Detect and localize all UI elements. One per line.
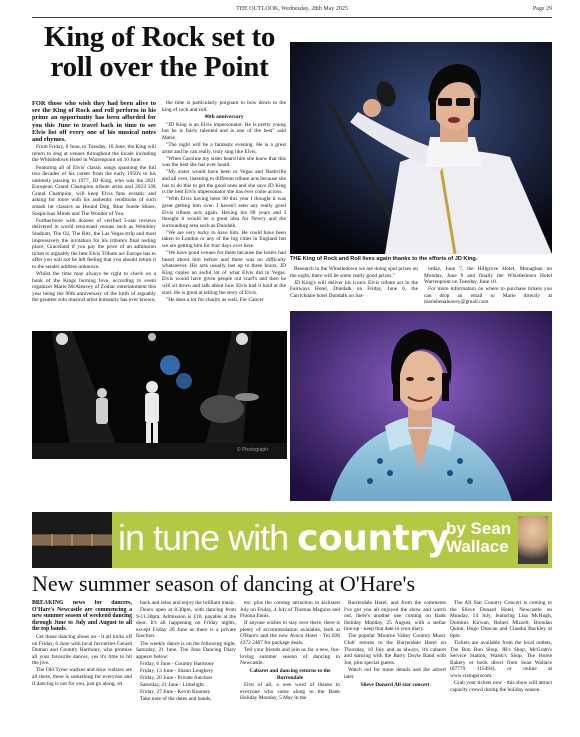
article1-column-4 xyxy=(424,266,552,310)
article1-paragraph: Featuring all of Elvis' classic songs spanning the full two decades of his career from the early 1950's to his untimely passing in 1977, JD King, who was the 2021 European Grand Champion tribute artist and 2023 UK Grand Champion, will keep Elvis fans ecstatic and asking for more with his authentic renditions of such smash hit classics as Hound Dog, Blue Suede Shoes, Suspicious Minds and The Wonder of You. xyxy=(32,164,156,217)
author-avatar xyxy=(518,516,548,564)
guitar-image xyxy=(32,512,112,568)
article1-paragraph: "My sister would have been to Vegas and Nashville and all over, listening to different tribute acts because she has to do this to get the good ones and she says JD King is the best Elvis impersonator she has ever come across. xyxy=(162,169,286,196)
masthead-title: THE OUTLOOK, Wednesday, 28th May 2025 xyxy=(236,6,348,12)
article1-paragraph: urday, June 7, the Hillgrove Hotel, Monaghan on Monday, June 9 and finally the Whistledown Hotel Warrenpoint on Tuesday, June 10. xyxy=(424,266,552,286)
article1-paragraph: "JD King is an Elvis impersonator. He is pretty young but he is fairly talented and is one of the best" said Marie. xyxy=(162,121,286,141)
article1-paragraph: the time is particularly poignant to bow down to the king of rock and roll. xyxy=(162,100,286,113)
article2-paragraph: The popular 'Mourne Valley Country Music Club' returns to the Burrendale Hotel on Thursday, 10 July and as always, it's cabaret and dancing with the Barry Doyle Band with Joe, plus special guests. xyxy=(344,633,446,666)
article1-paragraph: Furthermore with dozens of verified 5-star reviews delivered in world renowned venues such as Wembley Stadium, The O2, The Ritz, the Las Vegas strip and most impressively the invitation for his tribute's final resting place, Graceland if you pay the price of an admission ticket to arguably the best Elvis Tribute act Europe has to offer you will not be left feeling that you should return it to the sender address unknown. xyxy=(32,217,156,270)
article2-paragraph: Tell your friends and join us for a new, fun-loving summer season of dancing in Newcastle. xyxy=(240,647,340,667)
article1-headline: King of Rock set to roll over the Point xyxy=(43,21,276,83)
article2-paragraph: Doors open at 8.30pm, with dancing from 9-11.30pm. Admission is £10, payable at the door. It's all happening on Friday nights, except Friday 20 June as there is a private function. xyxy=(136,607,236,640)
diary-entry: Friday, 6 June - Country Harmony xyxy=(140,660,215,667)
article1-column-3 xyxy=(290,266,418,310)
article1-subhead: 90th anniversary xyxy=(204,114,244,121)
banner-prefix: in tune with xyxy=(118,517,298,558)
article2-paragraph: back and relax and enjoy the brilliant music. xyxy=(140,600,236,606)
article1-paragraph: Whilst the time may always be right to check on a hunk of the Kings burning love, according to event organizer Marie McAleavey of Zodiac entertainment this year being the 90th anniversary of the birth of arguably the greatest solo musical artist humanity has ever known, xyxy=(32,271,156,304)
article1-lead: FOR those who wish they had been alive to see the King of Rock and roll perform in his prime an opportunity has been afforded for you this June to travel back in time to see Elvis list off every one of his musical notes and rhymes. xyxy=(32,100,156,144)
banner-byline xyxy=(446,520,511,556)
stage-illustration xyxy=(32,331,287,459)
article2-paragraph: The Old Tyme waltzes and slow waltzes are all there, there is something for everyone and if dancing is not for you, just go along, sit xyxy=(32,667,132,687)
page-number: Page 29 xyxy=(532,6,552,12)
article2-paragraph: First of all, a wee word of thanks to everyone who came along to the Bank Holiday Monday, 5 May in the xyxy=(240,682,340,702)
article1-paragraph: "He does a lot for charity as well. For Cancer xyxy=(166,296,264,303)
masthead-divider xyxy=(32,17,552,18)
stage-performance-photo xyxy=(32,331,287,459)
article1-paragraph: From Friday, 6 June, to Tuesday, 10 June, the King will return to sing at venues throughout the locale including the Whistledown Hotel in Warrenpoint on 10 June. xyxy=(32,144,156,164)
article1-paragraph: "When Caroline my sister heard him she knew that this was the best she has ever heard. xyxy=(162,155,286,169)
article1-paragraph: JD King's will deliver his iconic Elvis tribute act in the Fairways Hotel, Dundalk on Friday, June 6, the Carrickdale hotel Dundalk on Sat- xyxy=(290,279,418,299)
article2-paragraph: The All Star Country Concert is coming to the Slieve Donard Hotel, Newcastle on Monday, 14 July, featuring Lisa McHugh, Dominic Kirwan, Robert Mizzell, Brendan Quinn, Hugo Duncan and Claudia Buckley at 8pm. xyxy=(450,600,552,639)
article2-column-5 xyxy=(450,600,552,732)
diary-entry: Friday, 27 June - Kevin Kearney xyxy=(140,689,211,696)
elvis-portrait-photo xyxy=(290,311,552,501)
article2-headline: New summer season of dancing at O'Hare's xyxy=(32,571,416,596)
banner-author: Wallace xyxy=(446,537,509,556)
guitar-illustration xyxy=(32,512,112,568)
article2-paragraph: Grab your tickets now - this show will attract capacity crowd during the holiday season. xyxy=(450,680,552,693)
article2-paragraph: Burrendale Hotel, and from the comments I've got you all enjoyed the show and watch out, there's another one coming on Bank Holiday Monday, 25 August, with a stellar line-up - keep that date in your diary. xyxy=(344,600,446,633)
article1-paragraph: "We are very lucky to have him. He could have been taken to London or any of the big cities in England but we are getting him for four days over here. xyxy=(162,229,286,249)
article1-paragraph: For more information on where to purchase tickets you can drop an email to Marie directly at mariebenaleavey@gmail.com xyxy=(424,286,552,306)
article2-column-2 xyxy=(136,600,236,732)
elvis-singing-photo xyxy=(290,42,552,254)
article2-subhead: Cabaret and dancing returns to the Burrendale xyxy=(249,667,331,681)
banner-word: country xyxy=(297,518,450,559)
article2-paragraph: etc. plus the coming attraction to kickstart July on Friday, 4 July.of Thomas Maguire and Fhiona Ennis. xyxy=(240,600,340,620)
photo-caption: THE King of Rock and Roll lives again thanks to the efforts of JD King. xyxy=(290,256,478,262)
article2-section-heading: Slieve Donard All star concert xyxy=(360,682,430,689)
article1-column-2 xyxy=(162,100,286,330)
article2-column-4 xyxy=(344,600,446,732)
article1-paragraph: "The night will be a fantastic evening. He is a great artist and he can really, truly sing like Elvis. xyxy=(162,142,286,155)
article2-paragraph: Tickets are available from the local outlets, The Bon Bon Shop, JR's Shop, McGrath's Service Station, Walsh's Shop, The Home Bakery or book direct from Sean Wallace (07779 115494), or online at www.ctsingerscom. xyxy=(450,640,552,680)
article1-paragraph: Research in the Whistledown we are doing spot prizes on the night, there will be some really good prizes." xyxy=(290,266,418,279)
masthead xyxy=(32,6,552,16)
diary-entry: Saturday, 21 June - Limelight xyxy=(140,682,204,689)
article2-paragraph: The weekly dance is on the following night, Saturday, 21 June. The June Dancing Diary appears below: xyxy=(136,640,236,660)
article1-column-1 xyxy=(32,100,156,330)
banner-title xyxy=(118,516,449,561)
banner-by-text: by Sean xyxy=(446,519,512,538)
article2-paragraph: Get those dancing shoes on - it all kicks off on Friday, 6 June with local favourites Gerard Duman and Country Harmony, who promise all your favourite dances, yes it's time to hit the jive. xyxy=(32,633,132,667)
diary-entry: Friday, 13 June - Shaun Loughery xyxy=(140,667,214,674)
article2-paragraph: Take note of the dates and bands, xyxy=(140,696,212,703)
article2-paragraph: If anyone wishes to stay over there, there is plenty of accommodation available, both at O'Hare's and the new Avoca Hotel - Tel 028 4372 2487 for package deals. xyxy=(240,620,340,647)
article2-lead: BREAKING news for dancers, O'Hare's Newcastle are commencing a new summer season of weekend dancing through June to July and August to all the top bands. xyxy=(32,600,132,633)
diary-entry: Friday, 20 June - Private function xyxy=(140,675,213,682)
article1-paragraph: "We have good venues for them because the hotels had heard about him before and there was no difficulty whatsoever. His acts usually last up to three hours. JD King copies an awful lot of what Elvis did in Vegas. Elvis would have given people out scarf's and then he will sit down and talk about how Elvis had it hard at the start. He is great at telling the story of Elvis. xyxy=(162,250,286,296)
elvis-portrait-illustration xyxy=(290,311,552,501)
elvis-singing-illustration xyxy=(290,42,552,254)
country-column-banner xyxy=(32,512,552,568)
article1-paragraph: "With Elvis having been 90 this year I thought it was great getting him over. I haven't seen any really good Elvis tribute acts again. Having his 90 years and I thought it would be a great idea for Newry and the surrounding area such as Dundalk. xyxy=(162,196,286,229)
article2-paragraph: Watch out for more details and the advert later. xyxy=(344,666,446,680)
article2-column-1 xyxy=(32,600,132,732)
photo-watermark: © Photograph xyxy=(237,447,268,453)
article2-column-3 xyxy=(240,600,340,732)
